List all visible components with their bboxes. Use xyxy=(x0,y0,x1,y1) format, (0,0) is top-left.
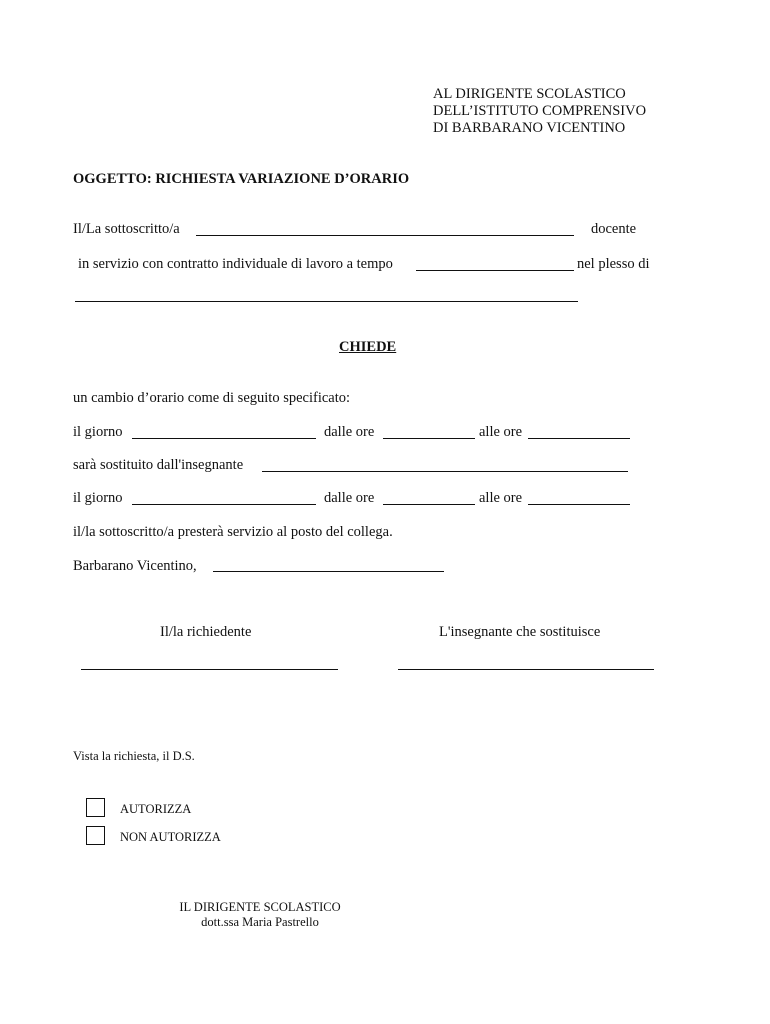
sostituto-signature-label: L'insegnante che sostituisce xyxy=(439,624,601,640)
name-field-line[interactable] xyxy=(196,235,574,236)
alle-field-1[interactable] xyxy=(528,438,630,439)
dirigente-title: IL DIRIGENTE SCOLASTICO xyxy=(179,900,341,914)
sottoscritto-label: Il/La sottoscritto/a xyxy=(73,221,180,237)
subject-heading: OGGETTO: RICHIESTA VARIAZIONE D’ORARIO xyxy=(73,171,410,187)
autorizza-checkbox[interactable] xyxy=(86,798,105,817)
vista-text: Vista la richiesta, il D.S. xyxy=(73,749,195,763)
plesso-field-line[interactable] xyxy=(75,301,578,302)
alle-label-2: alle ore xyxy=(479,490,523,506)
addressee-line-2: DELL’ISTITUTO COMPRENSIVO xyxy=(433,103,647,119)
sostituto-name-field[interactable] xyxy=(262,471,628,472)
dirigente-name: dott.ssa Maria Pastrello xyxy=(201,915,319,929)
autorizza-label: AUTORIZZA xyxy=(120,802,192,816)
date-field-line[interactable] xyxy=(213,571,444,572)
non-autorizza-checkbox[interactable] xyxy=(86,826,105,845)
richiedente-signature-line[interactable] xyxy=(81,669,338,670)
alle-field-2[interactable] xyxy=(528,504,630,505)
place-date-label: Barbarano Vicentino, xyxy=(73,558,197,574)
sostituito-label: sarà sostituito dall'insegnante xyxy=(73,457,244,473)
cambio-text: un cambio d’orario come di seguito specificato: xyxy=(73,390,351,406)
plesso-label: nel plesso di xyxy=(577,256,650,272)
dalle-label-1: dalle ore xyxy=(324,424,375,440)
dalle-field-1[interactable] xyxy=(383,438,475,439)
giorno-field-1[interactable] xyxy=(132,438,316,439)
dalle-field-2[interactable] xyxy=(383,504,475,505)
dalle-label-2: dalle ore xyxy=(324,490,375,506)
giorno-label-2: il giorno xyxy=(73,490,123,506)
giorno-field-2[interactable] xyxy=(132,504,316,505)
docente-label: docente xyxy=(591,221,637,237)
sostituto-signature-line[interactable] xyxy=(398,669,654,670)
tempo-field-line[interactable] xyxy=(416,270,574,271)
richiedente-label: Il/la richiedente xyxy=(160,624,252,640)
addressee-line-3: DI BARBARANO VICENTINO xyxy=(433,120,626,136)
alle-label-1: alle ore xyxy=(479,424,523,440)
addressee-line-1: AL DIRIGENTE SCOLASTICO xyxy=(433,86,626,102)
servizio-label: in servizio con contratto individuale di lavoro a tempo xyxy=(78,256,393,272)
request-heading: CHIEDE xyxy=(339,339,397,355)
giorno-label-1: il giorno xyxy=(73,424,123,440)
non-autorizza-label: NON AUTORIZZA xyxy=(120,830,221,844)
prestera-text: il/la sottoscritto/a presterà servizio al posto del collega. xyxy=(73,524,393,540)
